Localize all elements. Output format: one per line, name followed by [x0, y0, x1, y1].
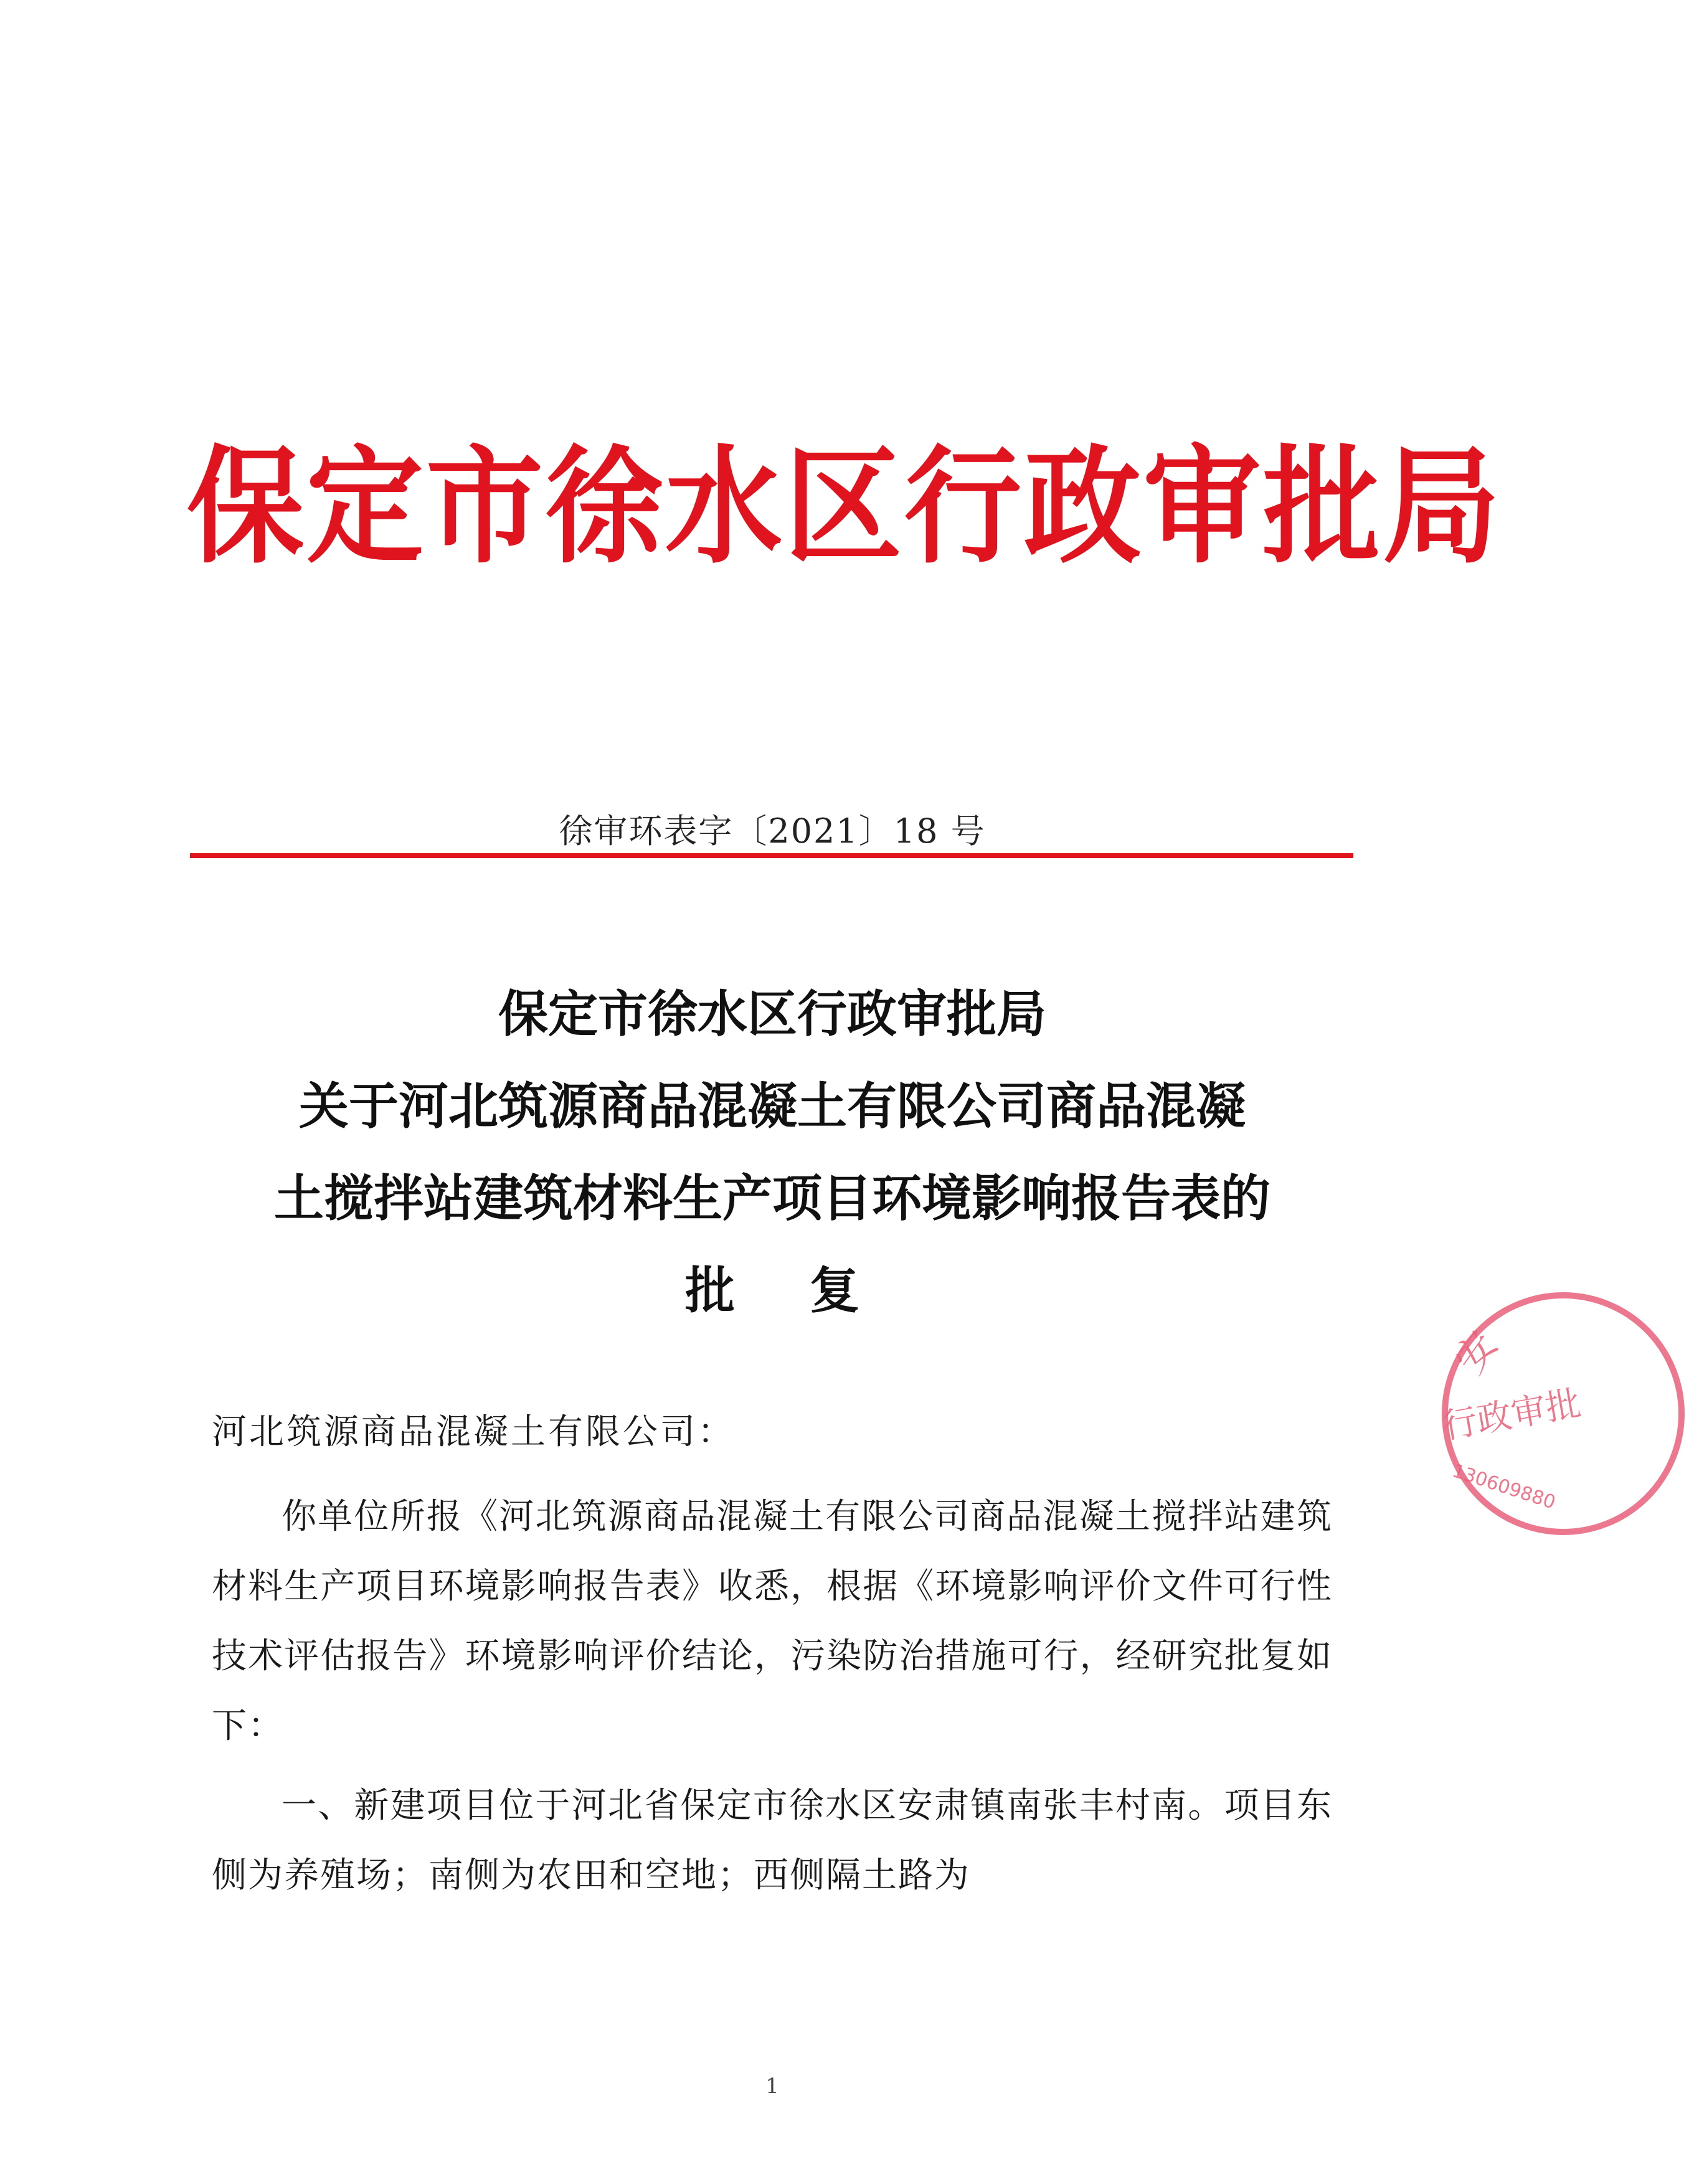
title-line-2: 关于河北筑源商品混凝土有限公司商品混凝	[299, 1077, 1246, 1135]
document-number: 徐审环表字〔2021〕18 号	[559, 811, 986, 851]
red-divider-line	[190, 853, 1353, 858]
official-seal-stamp	[1432, 1283, 1694, 1544]
svg-text:行政审批: 行政审批	[1439, 1383, 1584, 1447]
document-title	[187, 968, 1358, 1337]
masthead-title: 保定市徐水区行政审批局	[187, 433, 1502, 581]
paragraph-1: 你单位所报《河北筑源商品混凝土有限公司商品混凝土搅拌站建筑材料生产项目环境影响报告表》收悉，根据《环境影响评价文件可行性技术评估报告》环境影响评价结论，污染防治措施可行，经研究批复如下：	[212, 1496, 1333, 1746]
page-number: 1	[765, 2074, 779, 2099]
body-text	[212, 1482, 1333, 1911]
title-line-4: 批复	[685, 1262, 934, 1320]
paragraph-2: 一、新建项目位于河北省保定市徐水区安肃镇南张丰村南。项目东侧为养殖场；南侧为农田和空地；西侧隔土路为	[212, 1785, 1333, 1896]
title-line-1: 保定市徐水区行政审批局	[498, 985, 1046, 1043]
addressee: 河北筑源商品混凝土有限公司：	[212, 1412, 735, 1452]
title-line-3: 土搅拌站建筑材料生产项目环境影响报告表的	[274, 1170, 1270, 1227]
svg-text:130609880: 130609880	[1449, 1460, 1558, 1514]
svg-text:安: 安	[1446, 1323, 1507, 1383]
